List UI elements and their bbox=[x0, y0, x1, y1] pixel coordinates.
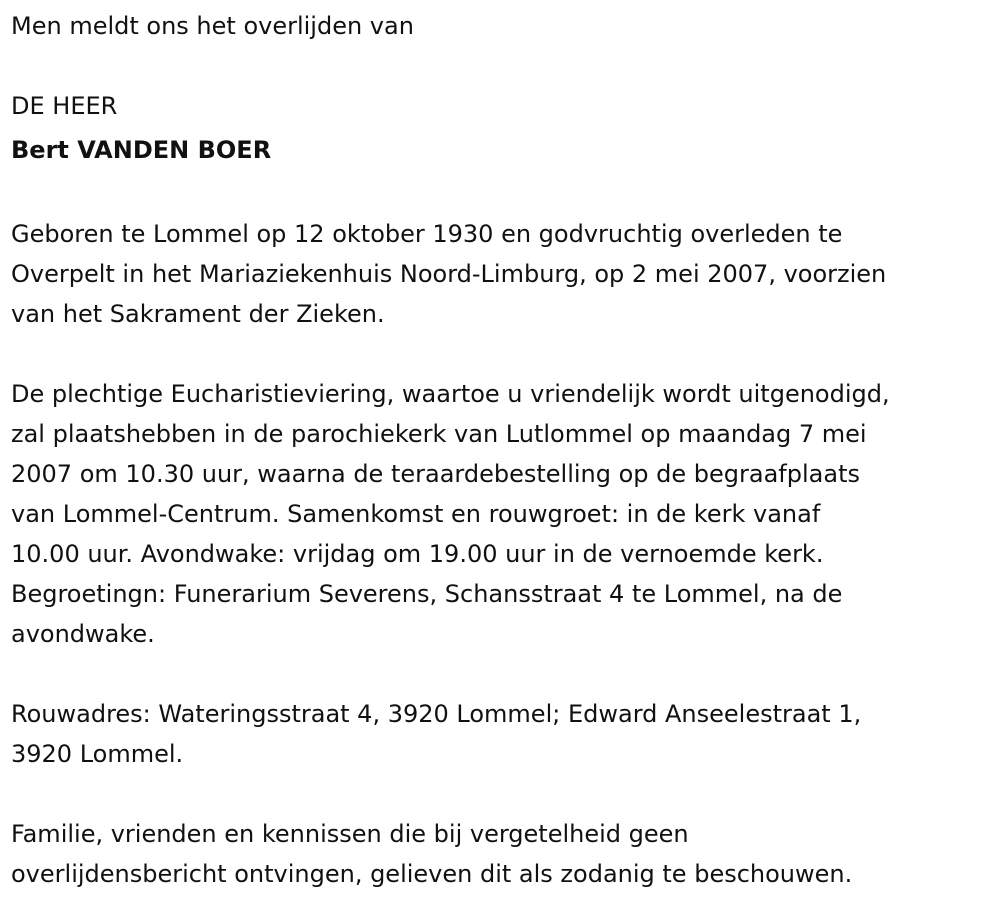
ceremony-paragraph bbox=[11, 374, 996, 654]
spacer bbox=[11, 46, 996, 86]
spacer bbox=[11, 174, 996, 214]
paragraph-line: 3920 Lommel. bbox=[11, 740, 184, 768]
paragraph-line: overlijdensbericht ontvingen, gelieven dit als zodanig te beschouwen. bbox=[11, 860, 853, 888]
spacer bbox=[11, 774, 996, 814]
paragraph-line: Geboren te Lommel op 12 oktober 1930 en godvruchtig overleden te bbox=[11, 220, 843, 248]
birth-death-paragraph bbox=[11, 214, 996, 334]
paragraph-line: Familie, vrienden en kennissen die bij vergetelheid geen bbox=[11, 820, 689, 848]
deceased-name: Bert VANDEN BOER bbox=[11, 136, 272, 164]
paragraph-line: avondwake. bbox=[11, 620, 155, 648]
paragraph-line: Rouwadres: Wateringsstraat 4, 3920 Lommel; Edward Anseelestraat 1, bbox=[11, 700, 862, 728]
spacer bbox=[11, 654, 996, 694]
paragraph-line: De plechtige Eucharistieviering, waartoe u vriendelijk wordt uitgenodigd, bbox=[11, 380, 890, 408]
paragraph-line: van het Sakrament der Zieken. bbox=[11, 300, 385, 328]
paragraph-line: Begroetingn: Funerarium Severens, Schansstraat 4 te Lommel, na de bbox=[11, 580, 843, 608]
notice-paragraph bbox=[11, 814, 996, 894]
paragraph-line: 2007 om 10.30 uur, waarna de teraardebestelling op de begraafplaats bbox=[11, 460, 860, 488]
paragraph-line: 10.00 uur. Avondwake: vrijdag om 19.00 uur in de vernoemde kerk. bbox=[11, 540, 824, 568]
title-prefix: DE HEER bbox=[11, 92, 118, 120]
spacer bbox=[11, 334, 996, 374]
intro-text: Men meldt ons het overlijden van bbox=[11, 12, 414, 40]
obituary-document bbox=[11, 6, 996, 894]
address-paragraph bbox=[11, 694, 996, 774]
paragraph-line: van Lommel-Centrum. Samenkomst en rouwgroet: in de kerk vanaf bbox=[11, 500, 821, 528]
paragraph-line: zal plaatshebben in de parochiekerk van Lutlommel op maandag 7 mei bbox=[11, 420, 867, 448]
paragraph-line: Overpelt in het Mariaziekenhuis Noord-Limburg, op 2 mei 2007, voorzien bbox=[11, 260, 887, 288]
